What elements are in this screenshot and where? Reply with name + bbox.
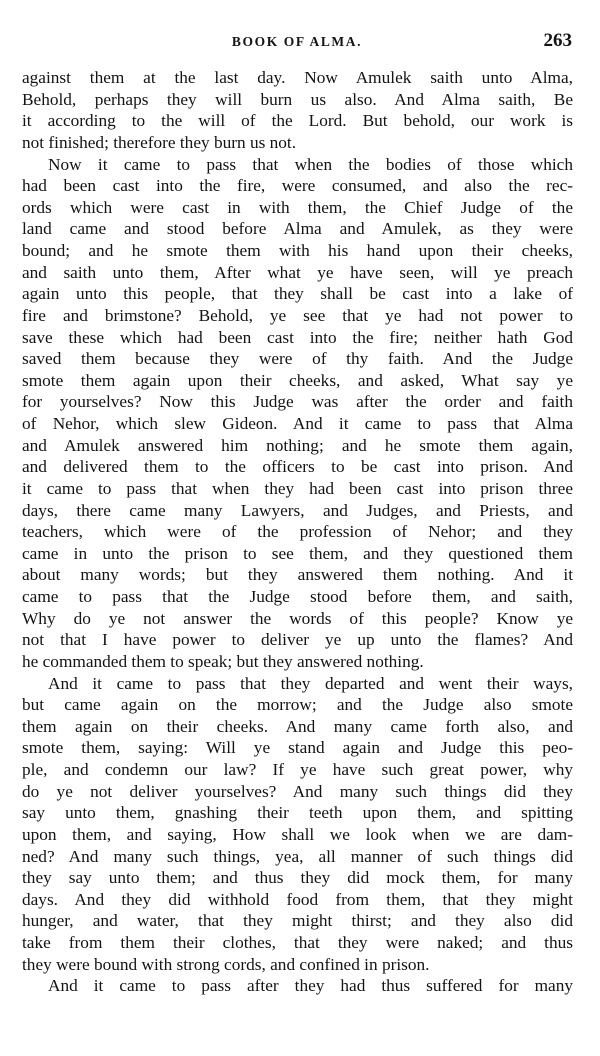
text-line: they were bound with strong cords, and confined in prison.	[22, 954, 430, 974]
text-line: Why do ye not answer the words of this people? Know ye	[22, 608, 573, 628]
text-line: do ye not deliver yourselves? And many such things did they	[22, 781, 573, 801]
text-line: and saith unto them, After what ye have seen, will ye preach	[22, 262, 573, 282]
text-line: smote them again upon their cheeks, and asked, What say ye	[22, 370, 573, 390]
text-line: against them at the last day. Now Amulek saith unto Alma,	[22, 68, 573, 87]
body-text	[22, 67, 573, 997]
text-line: them again on their cheeks. And many came forth also, and	[22, 716, 573, 736]
text-line: again unto this people, that they shall be cast into a lake of	[22, 284, 573, 304]
text-line: about many words; but they answered them nothing. And it	[22, 565, 573, 585]
text-line: days, there came many Lawyers, and Judges, and Priests, and	[22, 500, 573, 520]
text-line: but came again on the morrow; and the Judge also smote	[22, 695, 573, 715]
text-line: saved them because they were of thy faith. And the Judge	[22, 349, 573, 369]
text-line: had been cast into the fire, were consumed, and also the rec-	[22, 176, 573, 196]
text-line: ple, and condemn our law? If ye have such great power, why	[22, 760, 573, 779]
text-line: not finished; therefore they burn us not.	[22, 132, 297, 152]
running-head	[22, 30, 572, 58]
text-line: say unto them, gnashing their teeth upon them, and spitting	[22, 803, 573, 823]
text-line: Now it came to pass that when the bodies of those which	[48, 154, 573, 174]
text-line: of Nehor, which slew Gideon. And it came to pass that Alma	[22, 414, 573, 433]
text-line: days. And they did withhold food from them, that they might	[22, 889, 573, 909]
text-line: ords which were cast in with them, the Chief Judge of the	[22, 197, 573, 217]
text-line: Behold, perhaps they will burn us also. And Alma saith, Be	[22, 89, 573, 109]
text-line: bound; and he smote them with his hand upon their cheeks,	[22, 241, 573, 260]
text-line: and delivered them to the officers to be cast into prison. And	[22, 457, 573, 477]
text-line: came to pass that the Judge stood before them, and saith,	[22, 587, 573, 606]
text-line: And it came to pass that they departed and went their ways,	[48, 673, 573, 693]
text-line: came in unto the prison to see them, and they questioned them	[22, 543, 573, 563]
text-line: for yourselves? Now this Judge was after the order and faith	[22, 392, 573, 412]
text-line: it according to the will of the Lord. But behold, our work is	[22, 111, 573, 131]
text-line: not that I have power to deliver ye up unto the flames? And	[22, 630, 573, 650]
text-line: teachers, which were of the profession of Nehor; and they	[22, 522, 573, 542]
text-line: land came and stood before Alma and Amulek, as they were	[22, 219, 573, 239]
text-line: hunger, and water, that they might thirst; and they also did	[22, 911, 573, 931]
running-title: BOOK OF ALMA.	[231, 34, 363, 49]
text-line: save these which had been cast into the fire; neither hath God	[22, 327, 573, 347]
text-line: smote them, saying: Will ye stand again and Judge this peo-	[22, 738, 573, 758]
text-line: And it came to pass after they had thus suffered for many	[48, 976, 573, 996]
text-line: fire and brimstone? Behold, ye see that ye had not power to	[22, 305, 573, 325]
text-line: it came to pass that when they had been cast into prison three	[22, 478, 573, 498]
text-line: take from them their clothes, that they were naked; and thus	[22, 933, 573, 952]
page-number: 263	[543, 30, 572, 51]
text-line: he commanded them to speak; but they answered nothing.	[22, 651, 424, 671]
text-line: ned? And many such things, yea, all manner of such things did	[22, 846, 573, 866]
text-line: and Amulek answered him nothing; and he smote them again,	[22, 435, 573, 455]
text-line: they say unto them; and thus they did mock them, for many	[22, 868, 573, 888]
text-line: upon them, and saying, How shall we look when we are dam-	[22, 824, 573, 844]
